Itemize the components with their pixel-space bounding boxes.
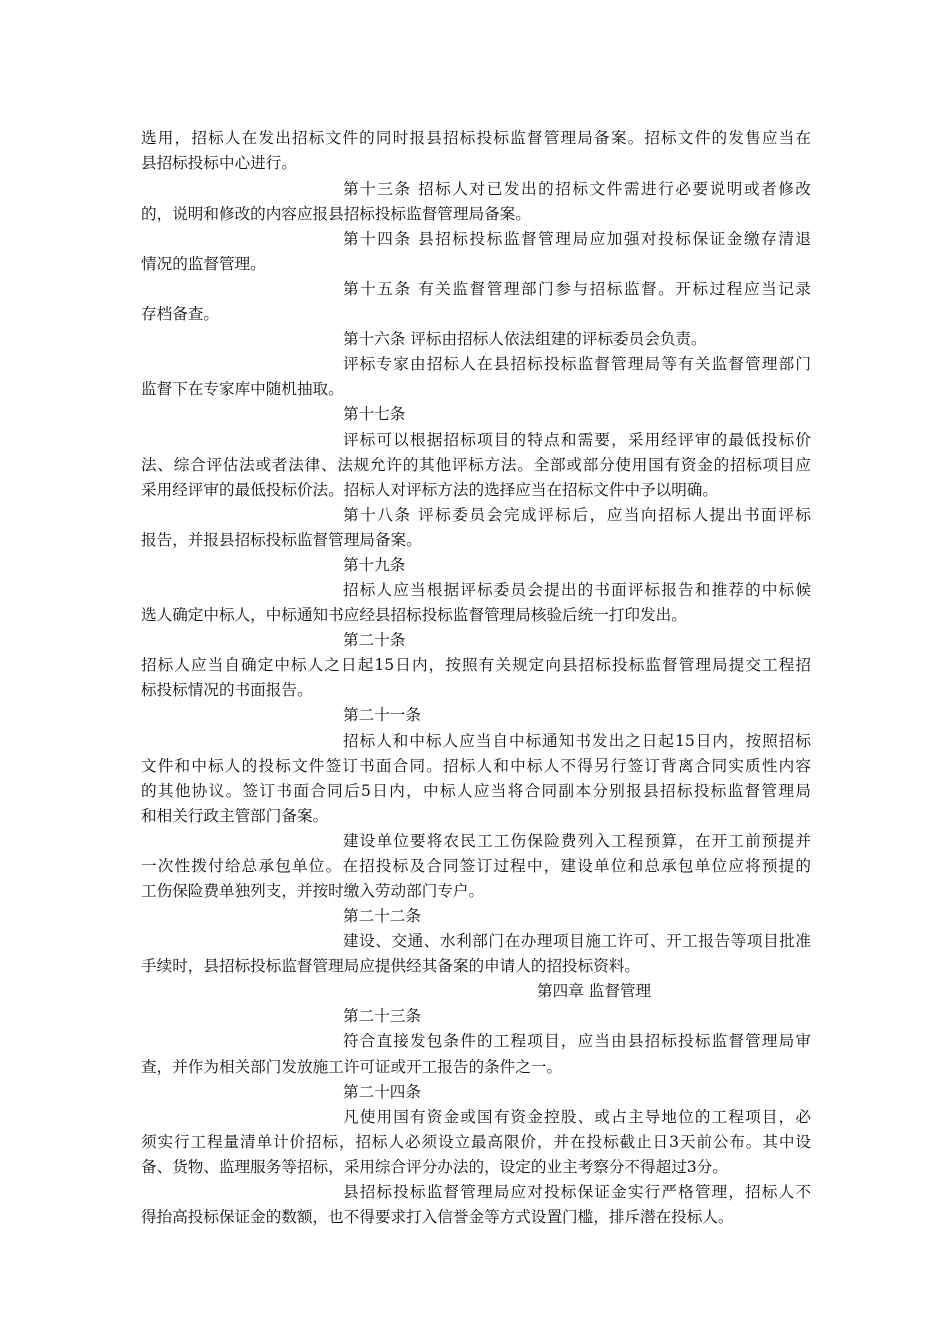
article-22-heading: 第二十二条 xyxy=(343,907,421,925)
text-line: 选用，招标人在发出招标文件的同时报县招标投标监督管理局备案。招标文件的发售应当在 xyxy=(141,129,811,147)
text-line: 工伤保险费单独列支，并按时缴入劳动部门专户。 xyxy=(141,882,485,900)
text-line: 手续时，县招标投标监督管理局应提供经其备案的申请人的招投标资料。 xyxy=(141,957,641,975)
text-line: 建设、交通、水利部门在办理项目施工许可、开工报告等项目批准 xyxy=(343,932,811,950)
article-13-heading-line: 第十三条 招标人对已发出的招标文件需进行必要说明或者修改 xyxy=(343,180,811,198)
article-23-heading: 第二十三条 xyxy=(343,1007,421,1025)
text-line: 报告，并报县招标投标监督管理局备案。 xyxy=(141,531,422,549)
text-line: 文件和中标人的投标文件签订书面合同。招标人和中标人不得另行签订背离合同实质性内容 xyxy=(141,757,811,775)
text-line: 评标可以根据招标项目的特点和需要，采用经评审的最低投标价 xyxy=(343,431,811,449)
text-line: 建设单位要将农民工工伤保险费列入工程预算，在开工前预提并 xyxy=(343,832,811,850)
article-20-heading: 第二十条 xyxy=(343,631,406,649)
text-line: 查，并作为相关部门发放施工许可证或开工报告的条件之一。 xyxy=(141,1058,563,1076)
text-line: 监督下在专家库中随机抽取。 xyxy=(141,380,344,398)
text-line: 招标人应当自确定中标人之日起15日内，按照有关规定向县招标投标监督管理局提交工程招 xyxy=(141,656,811,674)
article-17-heading: 第十七条 xyxy=(343,405,406,423)
text-line: 得抬高投标保证金的数额，也不得要求打入信誉金等方式设置门槛，排斥潜在投标人。 xyxy=(141,1208,734,1226)
text-line: 县招标投标中心进行。 xyxy=(141,154,297,172)
text-line: 凡使用国有资金或国有资金控股、或占主导地位的工程项目，必 xyxy=(343,1108,811,1126)
text-line: 一次性拨付给总承包单位。在招投标及合同签订过程中，建设单位和总承包单位应将预提的 xyxy=(141,857,811,875)
text-line: 存档备查。 xyxy=(141,305,219,323)
text-line: 法、综合评估法或者法律、法规允许的其他评标方法。全部或部分使用国有资金的招标项目应 xyxy=(141,456,811,474)
chapter-4-heading: 第四章 监督管理 xyxy=(537,982,652,1000)
text-line: 须实行工程量清单计价招标，招标人必须设立最高限价，并在投标截止日3天前公布。其中设 xyxy=(141,1133,811,1151)
text-line: 的其他协议。签订书面合同后5日内，中标人应当将合同副本分别报县招标投标监督管理局 xyxy=(141,782,811,800)
article-15-heading-line: 第十五条 有关监督管理部门参与招标监督。开标过程应当记录 xyxy=(343,280,811,298)
article-18-heading-line: 第十八条 评标委员会完成评标后，应当向招标人提出书面评标 xyxy=(343,506,811,524)
article-19-heading: 第十九条 xyxy=(343,556,406,574)
text-line: 评标专家由招标人在县招标投标监督管理局等有关监督管理部门 xyxy=(343,355,811,373)
text-line: 招标人和中标人应当自中标通知书发出之日起15日内，按照招标 xyxy=(343,732,811,750)
text-line: 县招标投标监督管理局应对投标保证金实行严格管理，招标人不 xyxy=(343,1183,811,1201)
text-line: 招标人应当根据评标委员会提出的书面评标报告和推荐的中标候 xyxy=(343,581,811,599)
text-line: 标投标情况的书面报告。 xyxy=(141,681,313,699)
article-21-heading: 第二十一条 xyxy=(343,706,421,724)
text-line: 和相关行政主管部门备案。 xyxy=(141,807,329,825)
article-14-heading-line: 第十四条 县招标投标监督管理局应加强对投标保证金缴存清退 xyxy=(343,230,811,248)
article-24-heading: 第二十四条 xyxy=(343,1083,421,1101)
article-16-heading-line: 第十六条 评标由招标人依法组建的评标委员会负责。 xyxy=(343,330,707,348)
text-line: 采用经评审的最低投标价法。招标人对评标方法的选择应当在招标文件中予以明确。 xyxy=(141,481,718,499)
text-line: 选人确定中标人，中标通知书应经县招标投标监督管理局核验后统一打印发出。 xyxy=(141,606,687,624)
text-line: 符合直接发包条件的工程项目，应当由县招标投标监督管理局审 xyxy=(343,1032,811,1050)
text-line: 的，说明和修改的内容应报县招标投标监督管理局备案。 xyxy=(141,205,531,223)
text-line: 情况的监督管理。 xyxy=(141,255,266,273)
text-line: 备、货物、监理服务等招标，采用综合评分办法的，设定的业主考察分不得超过3分。 xyxy=(141,1158,728,1176)
